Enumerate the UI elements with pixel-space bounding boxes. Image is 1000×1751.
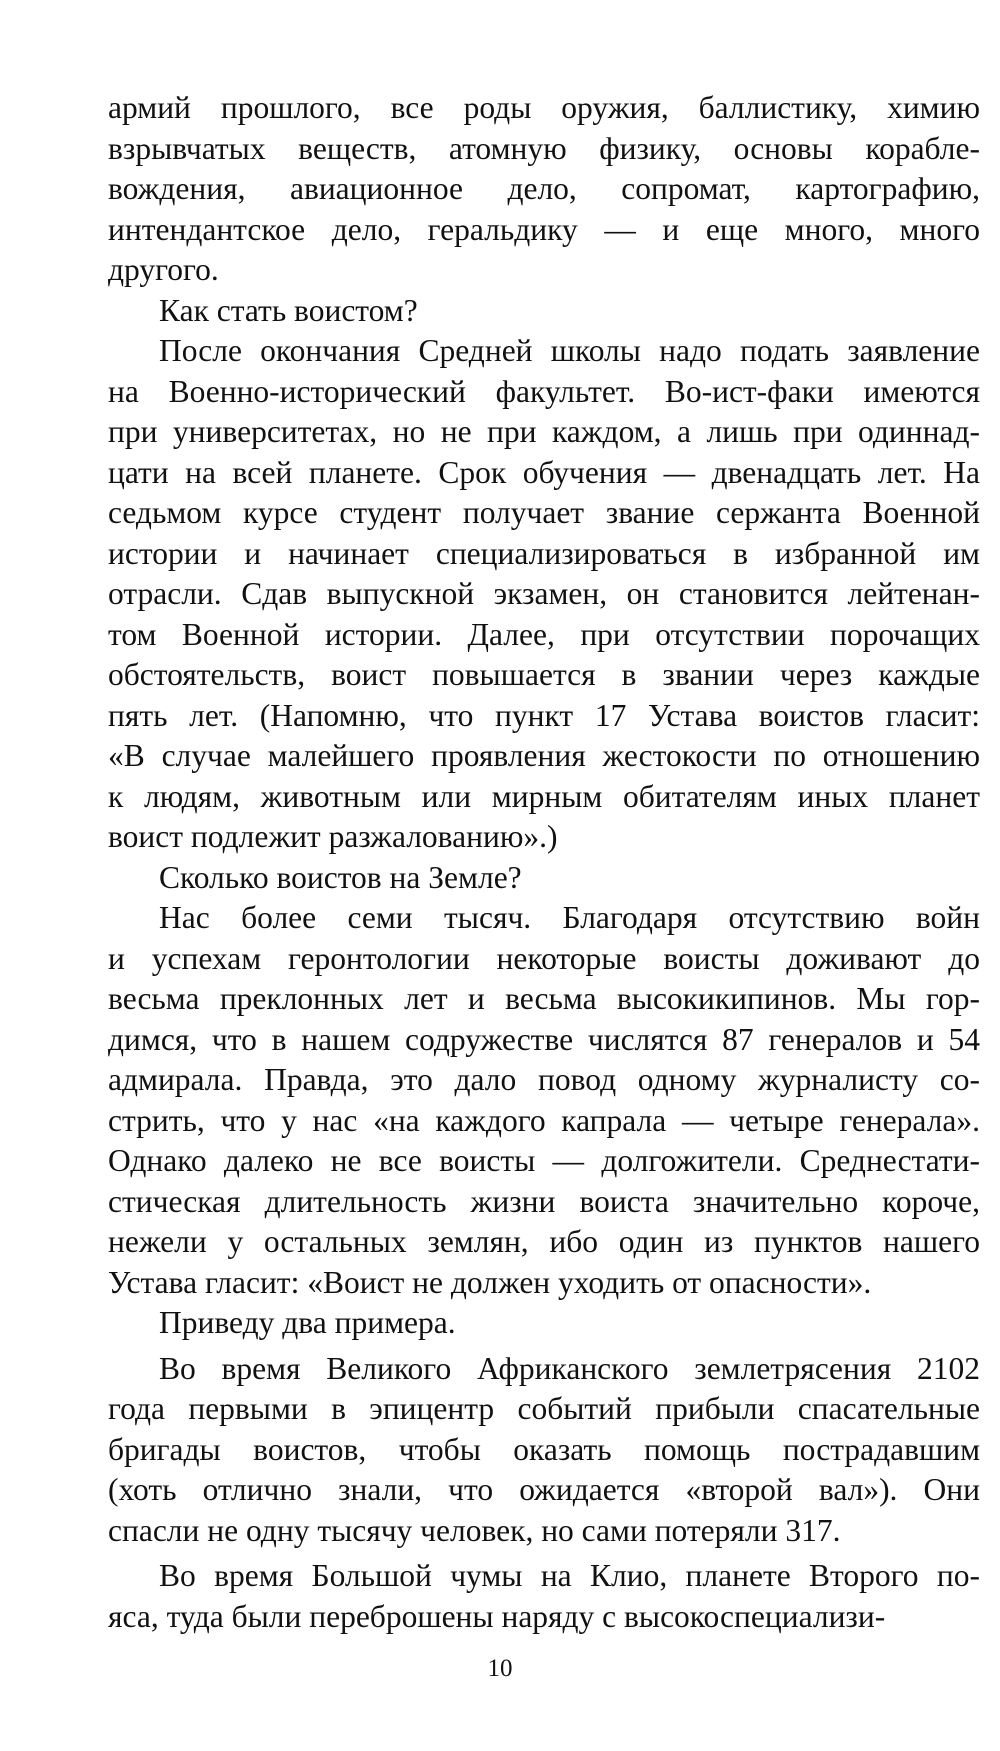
paragraph: [108, 88, 980, 291]
text-line: том Военной истории. Далее, при отсутствии порочащих: [108, 616, 980, 652]
page-body-text: [108, 88, 980, 1637]
text-line: Во время Большой чумы на Клио, планете Второго по-: [159, 1558, 980, 1593]
text-line: «В случае малейшего проявления жестокости по отношению: [108, 738, 980, 773]
text-line: обстоятельств, воист повышается в звании через каждые: [108, 657, 980, 692]
text-line: Однако далеко не все воисты — долгожители. Среднестати-: [108, 1143, 980, 1178]
text-line: отрасли. Сдав выпускной экзамен, он становится лейтенан-: [108, 576, 980, 611]
text-line: весьма преклонных лет и весьма высокикипинов. Мы гор-: [108, 981, 980, 1016]
text-line: Устава гласит: «Воист не должен уходить от опасности».: [108, 1264, 872, 1300]
text-line: димся, что в нашем содружестве числятся 87 генералов и 54: [108, 1021, 980, 1057]
paragraph: [108, 1556, 980, 1637]
text-line: Сколько воистов на Земле?: [159, 859, 522, 895]
paragraph: [108, 291, 980, 332]
paragraph: [108, 858, 980, 899]
text-line: бригады воистов, чтобы оказать помощь пострадавшим: [108, 1431, 980, 1467]
text-line: и успехам геронтологии некоторые воисты доживают до: [108, 940, 980, 976]
text-line: спасли не одну тысячу человек, но сами потеряли 317.: [108, 1512, 841, 1548]
text-line: года первыми в эпицентр событий прибыли спасательные: [108, 1391, 980, 1426]
text-line: армий прошлого, все роды оружия, баллистику, химию: [108, 90, 980, 125]
text-line: при университетах, но не при каждом, а лишь при одиннад-: [108, 414, 980, 449]
text-line: Приведу два примера.: [159, 1305, 456, 1340]
text-line: яса, туда были переброшены наряду с высокоспециализи-: [108, 1598, 886, 1634]
text-line: пять лет. (Напомню, что пункт 17 Устава воистов гласит:: [108, 697, 980, 733]
paragraph: [108, 898, 980, 1303]
text-line: на Военно-исторический факультет. Во-ист-факи имеются: [108, 373, 980, 409]
text-line: истории и начинает специализироваться в избранной им: [108, 535, 980, 571]
text-line: стическая длительность жизни воиста значительно короче,: [108, 1183, 980, 1219]
text-line: После окончания Средней школы надо подать заявление: [159, 333, 980, 368]
text-line: взрывчатых веществ, атомную физику, основы корабле-: [108, 130, 980, 166]
paragraph: [108, 1349, 980, 1552]
text-line: стрить, что у нас «на каждого капрала — четыре генерала».: [108, 1102, 980, 1138]
text-line: другого.: [108, 252, 219, 287]
text-line: вождения, авиационное дело, сопромат, картографию,: [108, 171, 980, 206]
paragraph: [108, 331, 980, 858]
page-number: 10: [487, 1655, 513, 1682]
text-line: (хоть отлично знали, что ожидается «второй вал»). Они: [108, 1472, 980, 1507]
text-line: нежели у остальных землян, ибо один из пунктов нашего: [108, 1224, 980, 1259]
text-line: Во время Великого Африканского землетрясения 2102: [159, 1350, 980, 1386]
text-line: к людям, животным или мирным обитателям иных планет: [108, 778, 980, 814]
text-line: седьмом курсе студент получает звание сержанта Военной: [108, 495, 980, 530]
text-line: интендантское дело, геральдику — и еще много, много: [108, 211, 980, 247]
text-line: Нас более семи тысяч. Благодаря отсутствию войн: [159, 900, 980, 935]
paragraph: [108, 1303, 980, 1344]
text-line: адмирала. Правда, это дало повод одному журналисту со-: [108, 1062, 980, 1097]
text-line: Как стать воистом?: [159, 292, 418, 328]
text-line: воист подлежит разжалованию».): [108, 819, 558, 854]
text-line: цати на всей планете. Срок обучения — двенадцать лет. На: [108, 454, 980, 490]
